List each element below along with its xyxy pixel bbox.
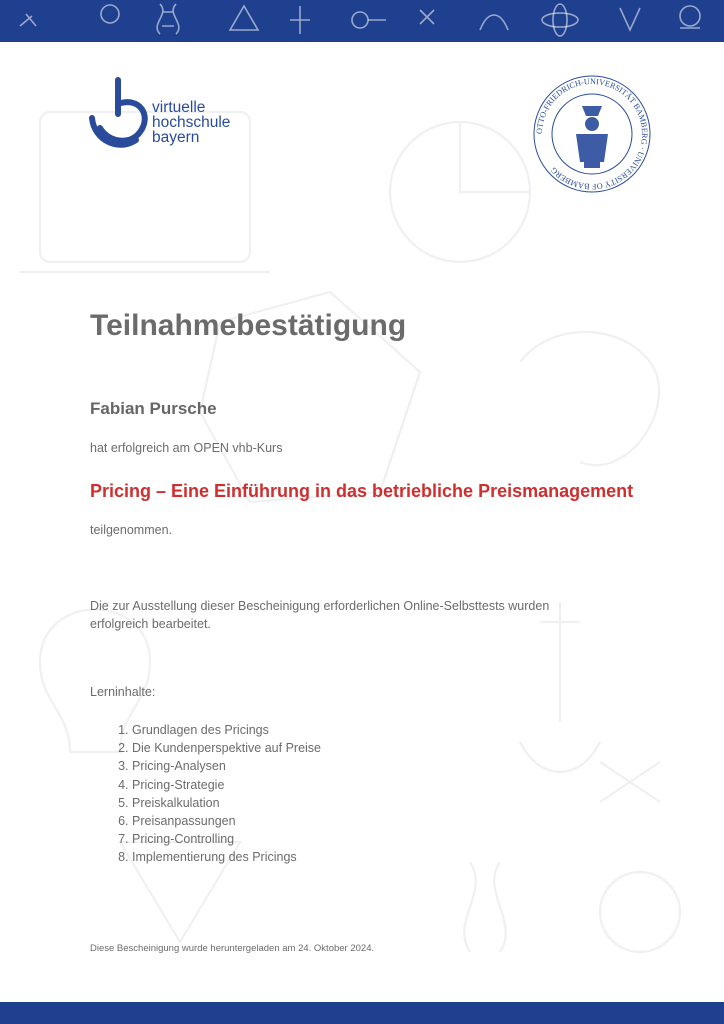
list-item: 4. Pricing-Strategie [132, 776, 321, 794]
intro-text: hat erfolgreich am OPEN vhb-Kurs [90, 441, 283, 455]
footer-banner [0, 1002, 724, 1024]
vhb-logo-text [152, 100, 230, 145]
selftest-line: Die zur Ausstellung dieser Bescheinigung erforderlichen Online-Selbsttests wurden [90, 599, 550, 613]
header-banner [0, 0, 724, 42]
list-item: 1. Grundlagen des Pricings [132, 721, 321, 739]
vhb-logo-line: hochschule [152, 114, 231, 131]
certificate-title: Teilnahmebestätigung [90, 309, 407, 342]
selftest-note [90, 597, 549, 633]
participant-name: Fabian Pursche [90, 399, 217, 418]
outro-text: teilgenommen. [90, 523, 172, 537]
university-seal-icon [530, 72, 654, 196]
course-title: Pricing – Eine Einführung in das betriebliche Preismanagement [90, 481, 634, 501]
vhb-logo-line: bayern [152, 129, 200, 146]
list-item: 6. Preisanpassungen [132, 812, 321, 830]
selftest-line: erfolgreich bearbeitet. [90, 617, 211, 631]
contents-list [90, 721, 321, 867]
list-item: 2. Die Kundenperspektive auf Preise [132, 739, 321, 757]
list-item: 5. Preiskalkulation [132, 794, 321, 812]
vhb-logo-line: virtuelle [152, 99, 206, 116]
list-item: 7. Pricing-Controlling [132, 830, 321, 848]
science-doodles-icon [0, 0, 724, 42]
download-note: Diese Bescheinigung wurde heruntergeladen am 24. Oktober 2024. [90, 943, 375, 954]
svg-text:OTTO-FRIEDRICH-UNIVERSITÄT BAM: OTTO-FRIEDRICH-UNIVERSITÄT BAMBERG · UNIVERSITY OF BAMBERG [534, 76, 650, 192]
list-item: 8. Implementierung des Pricings [132, 848, 321, 866]
contents-heading: Lerninhalte: [90, 685, 156, 699]
list-item: 3. Pricing-Analysen [132, 757, 321, 775]
